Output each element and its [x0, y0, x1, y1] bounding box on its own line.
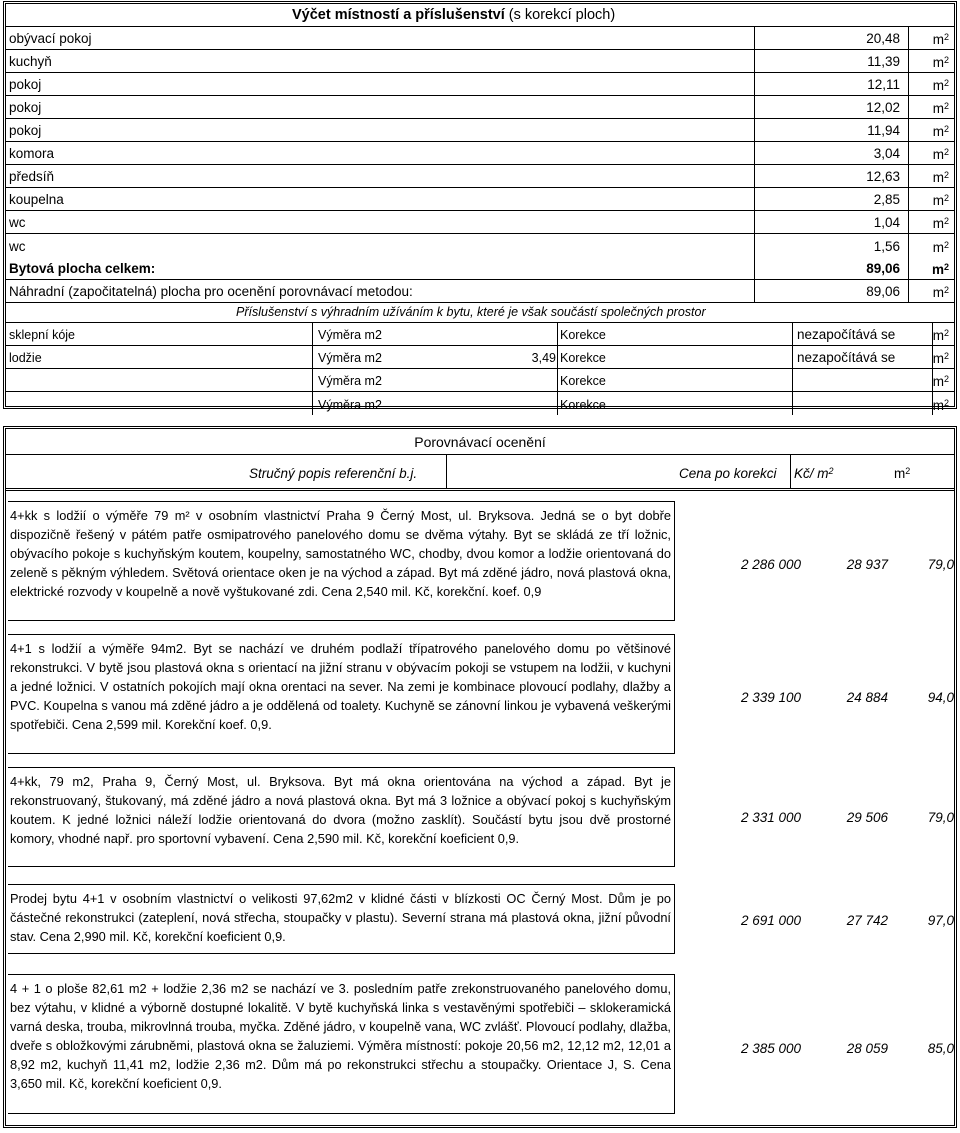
accessory-unit: $m^2$ — [932, 398, 949, 413]
reference-price-per-m2: 28 059 — [846, 1041, 888, 1056]
accessories-note-row — [6, 303, 954, 323]
reference-description: 4+kk, 79 m2, Praha 9, Černý Most, ul. Bryksova. Byt má okna orientována na východ a západ. Byt je rekonstruovaný, štukovaný, má zděné jádro a nová plastová okna. Byt má 3 ložnice a obývací pokoj s kuchyňským koutem. K jedné ložnici náleží lodžie orientovaná do dvora (možno zasklít). Součástí bytu jsou dvě prostorné komory, vhodné např. pro sportovní vybavení. Cena 2,590 mil. Kč, korekční koeficient 0,9. — [8, 767, 675, 867]
room-unit: $m^2$ — [932, 78, 949, 93]
accessory-correction-label: Korekce — [560, 398, 606, 412]
room-row — [6, 73, 954, 96]
reference-description: Prodej bytu 4+1 v osobním vlastnictví o velikosti 97,62m2 v klidné části v blízkosti OC Černý Most. Dům je po částečné rekonstrukci (zateplení, nová střecha, stoupačky v plastu). Severní strana má plastová okna, jižní původní stav. Cena 2,990 mil. Kč, korekční koeficient 0,9. — [8, 884, 675, 954]
reference-price: 2 691 000 — [740, 913, 801, 928]
comparison-title-row — [6, 429, 954, 455]
accessories-note: Příslušenství s výhradním užíváním k bytu, které je však součástí společných prostor — [236, 305, 706, 319]
accessory-unit: $m^2$ — [932, 351, 949, 366]
room-name: pokoj — [9, 100, 42, 115]
reference-entry — [6, 501, 954, 621]
room-area: 11,39 — [867, 54, 900, 69]
room-area: 20,48 — [866, 31, 900, 46]
room-name: pokoj — [9, 123, 42, 138]
room-row — [6, 234, 954, 257]
room-unit: $m^2$ — [932, 170, 949, 185]
accessory-row — [6, 392, 954, 415]
room-unit: $m^2$ — [932, 240, 949, 255]
room-name: wc — [9, 239, 26, 254]
room-row — [6, 165, 954, 188]
room-row — [6, 142, 954, 165]
accessory-measure-label: Výměra m2 — [318, 351, 382, 365]
room-unit: $m^2$ — [932, 101, 949, 116]
room-unit: $m^2$ — [932, 55, 949, 70]
room-name: pokoj — [9, 77, 42, 92]
room-name: předsíň — [9, 169, 55, 184]
room-row — [6, 27, 954, 50]
room-area: 1,56 — [873, 239, 900, 254]
accessory-row — [6, 323, 954, 346]
accessory-measure-label: Výměra m2 — [318, 328, 382, 342]
room-unit: $m^2$ — [932, 216, 949, 231]
accessory-correction-label: Korekce — [560, 328, 606, 342]
reference-price-per-m2: 28 937 — [846, 557, 888, 572]
accessory-measure-label: Výměra m2 — [318, 398, 382, 412]
room-name: wc — [9, 215, 26, 230]
room-unit: $m^2$ — [932, 32, 949, 47]
reference-price-per-m2: 27 742 — [846, 913, 888, 928]
total-row — [6, 257, 954, 280]
reference-price: 2 331 000 — [740, 810, 801, 825]
reference-area: 97,0 — [927, 913, 954, 928]
comparison-table — [3, 426, 957, 1128]
accessory-name: sklepní kóje — [9, 328, 76, 342]
accessory-area: 3,49 — [531, 351, 556, 365]
reference-area: 79,0 — [927, 810, 954, 825]
reference-price-per-m2: 29 506 — [846, 810, 888, 825]
total-value: 89,06 — [866, 261, 900, 276]
room-unit: $m^2$ — [932, 193, 949, 208]
room-unit: $m^2$ — [932, 124, 949, 139]
comparison-title: Porovnávací ocenění — [414, 434, 546, 450]
room-area: 11,94 — [867, 123, 900, 138]
room-name: koupelna — [9, 192, 64, 207]
room-area: 12,02 — [866, 100, 900, 115]
room-row — [6, 50, 954, 73]
accessory-name: lodžie — [9, 351, 42, 365]
substitute-unit: $m^2$ — [932, 285, 949, 300]
room-name: kuchyň — [9, 54, 52, 69]
accessory-correction-label: Korekce — [560, 374, 606, 388]
room-row — [6, 96, 954, 119]
accessory-correction-label: Korekce — [560, 351, 606, 365]
room-name: obývací pokoj — [9, 31, 92, 46]
reference-entry — [6, 767, 954, 867]
col-area-header: $m^2$ — [894, 466, 911, 481]
col-price-header: Cena po korekci — [679, 466, 777, 481]
room-area: 12,63 — [866, 169, 900, 184]
col-description-header: Stručný popis referenční b.j. — [249, 466, 418, 481]
accessory-unit: $m^2$ — [932, 328, 949, 343]
reference-entry — [6, 634, 954, 754]
substitute-label: Náhradní (započitatelná) plocha pro ocenění porovnávací metodou: — [9, 284, 413, 299]
rooms-table — [3, 1, 957, 413]
accessory-measure-label: Výměra m2 — [318, 374, 382, 388]
room-unit: $m^2$ — [932, 147, 949, 162]
rooms-title: Výčet místností a příslušenství (s korekcí ploch) — [292, 7, 616, 23]
reference-area: 79,0 — [927, 557, 954, 572]
accessory-note: nezapočítává se — [797, 327, 896, 342]
substitute-row — [6, 280, 954, 303]
reference-description: 4+1 s lodžií a výměře 94m2. Byt se nachází ve druhém podlaží třípatrového panelového domu po většinové rekonstrukci. V bytě jsou plastová okna s orientací na jižní stranu v obývacím pokoji se vstupem na lodžii, v kuchyni a jedné ložnici. V ostatních pokojích mají okna orentaci na sever. Na zemi je kombinace plovoucí podlahy, dlažby a PVC. Koupelna s vanou má zděné jádro a je oddělená od toalety. Kuchyně se zánovní linkou je vybavená veškerými spotřebiči. Cena 2,599 mil. Korekční koef. 0,9. — [8, 634, 675, 754]
accessory-row — [6, 369, 954, 392]
room-area: 2,85 — [873, 192, 900, 207]
reference-description: 4+kk s lodžií o výměře 79 m² v osobním vlastnictví Praha 9 Černý Most, ul. Bryksova. Jedná se o byt dobře dispozičně řešený v pátém patře osmipatrového panelového domu se dvěma výtahy. Byt se skládá ze tří ložnic, obývacího pokoje s kuchyňským koutem, koupelny, samostatného WC, chodby, dvou komor a lodžie orientovaná do zeleně s pěkným výhledem. Světová orientace oken je na východ a západ. Byt má zděné jádro, nová plastová okna, elektrické rozvody v koupelně a nově vyštukované zdi. Cena 2,540 mil. Kč, korekční. koef. 0,9 — [8, 501, 675, 621]
reference-area: 85,0 — [927, 1041, 954, 1056]
reference-description: 4 + 1 o ploše 82,61 m2 + lodžie 2,36 m2 se nachází ve 3. posledním patře zrekonstruovaného panelového domu, bez výtahu, v klidné a výborně dostupné lokalitě. V bytě kuchyňská linka s vestavěnými spotřebiči – sklokeramická varná deska, trouba, mikrovlnná trouba, myčka. Zděné jádro, v koupelně vana, WC zvlášť. Plovoucí podlahy, dlažba, dveře s obložkovými zárubněmi, plastová okna se žaluziemi. Výměra místností: pokoje 20,56 m2, 12,12 m2, 12,01 a 8,92 m2, kuchyň 11,41 m2, lodžie 2,36 m2. Dům má po rekonstrukci střechu a stoupačky. Orientace J, S. Cena 3,650 mil. Kč, korekční koeficient 0,9. — [8, 974, 675, 1114]
reference-area: 94,0 — [927, 690, 954, 705]
room-row — [6, 188, 954, 211]
reference-price-per-m2: 24 884 — [846, 690, 888, 705]
reference-entry — [6, 884, 954, 954]
accessory-unit: $m^2$ — [932, 374, 949, 389]
total-label: Bytová plocha celkem: — [9, 261, 156, 276]
reference-price: 2 339 100 — [740, 690, 801, 705]
room-area: 3,04 — [873, 146, 900, 161]
rooms-title-row — [6, 4, 954, 27]
reference-entry — [6, 974, 954, 1114]
room-name: komora — [9, 146, 55, 161]
substitute-value: 89,06 — [866, 284, 900, 299]
accessory-note: nezapočítává se — [797, 350, 896, 365]
room-row — [6, 211, 954, 234]
accessory-row — [6, 346, 954, 369]
reference-price: 2 385 000 — [740, 1041, 801, 1056]
room-area: 12,11 — [867, 77, 900, 92]
comparison-header — [6, 455, 954, 491]
reference-price: 2 286 000 — [740, 557, 801, 572]
col-price-per-m2-header: Kč/ $m^2$ — [794, 466, 834, 481]
room-row — [6, 119, 954, 142]
room-area: 1,04 — [873, 215, 900, 230]
total-unit: $m^2$ — [931, 262, 949, 277]
